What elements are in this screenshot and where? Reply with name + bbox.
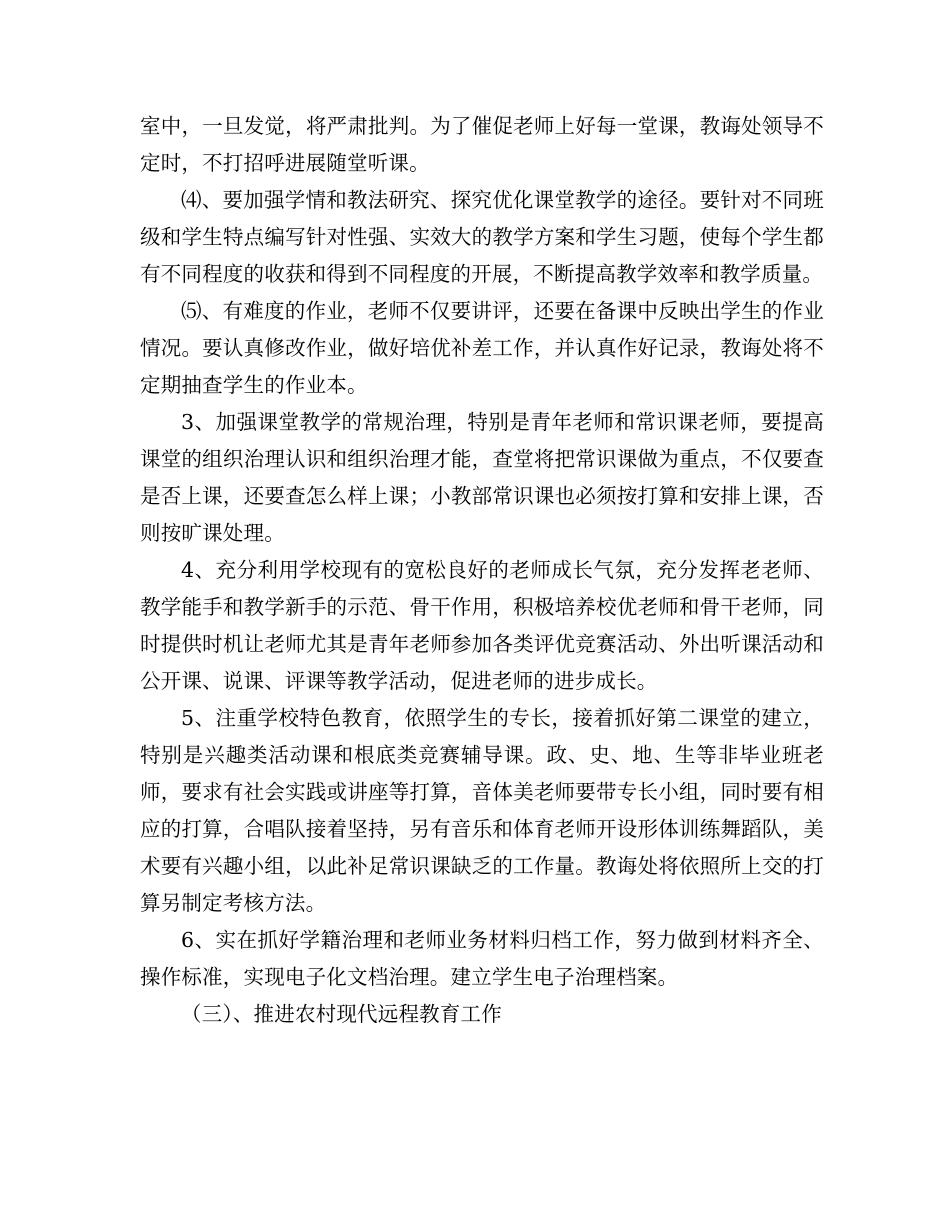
paragraph-section-6: 6、实在抓好学籍治理和老师业务材料归档工作，努力做到材料齐全、操作标准，实现电子化文档治理。建立学生电子治理档案。 <box>140 928 824 989</box>
section-heading: （三）、推进农村现代远程教育工作 <box>181 1002 502 1026</box>
paragraph-section-4: 4、充分利用学校现有的宽松良好的老师成长气氛，充分发挥老老师、教学能手和教学新手的示范、骨干作用，积极培养校优老师和骨干老师，同时提供时机让老师尤其是青年老师参加各类评优竞赛活动、外出听课活动和公开课、说课、评课等教学活动，促进老师的进步成长。 <box>140 558 824 693</box>
paragraph-section-3: 3、加强课堂教学的常规治理，特别是青年老师和常识课老师，要提高课堂的组织治理认识和组织治理才能，查堂将把常识课做为重点，不仅要查是否上课，还要查怎么样上课；小教部常识课也必须按打算和安排上课，否则按旷课处理。 <box>140 410 824 545</box>
paragraph-section-5: 5、注重学校特色教育，依照学生的专长，接着抓好第二课堂的建立，特别是兴趣类活动课和根底类竞赛辅导课。政、史、地、生等非毕业班老师，要求有社会实践或讲座等打算，音体美老师要带专长小组，同时要有相应的打算，合唱队接着坚持，另有音乐和体育老师开设形体训练舞蹈队，美术要有兴趣小组，以此补足常识课缺乏的工作量。教诲处将依照所上交的打算另制定考核方法。 <box>140 706 824 915</box>
paragraph-continuation: 室中，一旦发觉，将严肃批判。为了催促老师上好每一堂课，教诲处领导不定时，不打招呼进展随堂听课。 <box>140 114 824 175</box>
paragraph-item-4: ⑷、要加强学情和教法研究、探究优化课堂教学的途径。要针对不同班级和学生特点编写针对性强、实效大的教学方案和学生习题，使每个学生都有不同程度的收获和得到不同程度的开展，不断提高教学效率和教学质量。 <box>140 188 824 286</box>
paragraph-item-5: ⑸、有难度的作业，老师不仅要讲评，还要在备课中反映出学生的作业情况。要认真修改作业，做好培优补差工作，并认真作好记录，教诲处将不定期抽查学生的作业本。 <box>140 299 824 397</box>
document-page <box>140 108 824 1033</box>
